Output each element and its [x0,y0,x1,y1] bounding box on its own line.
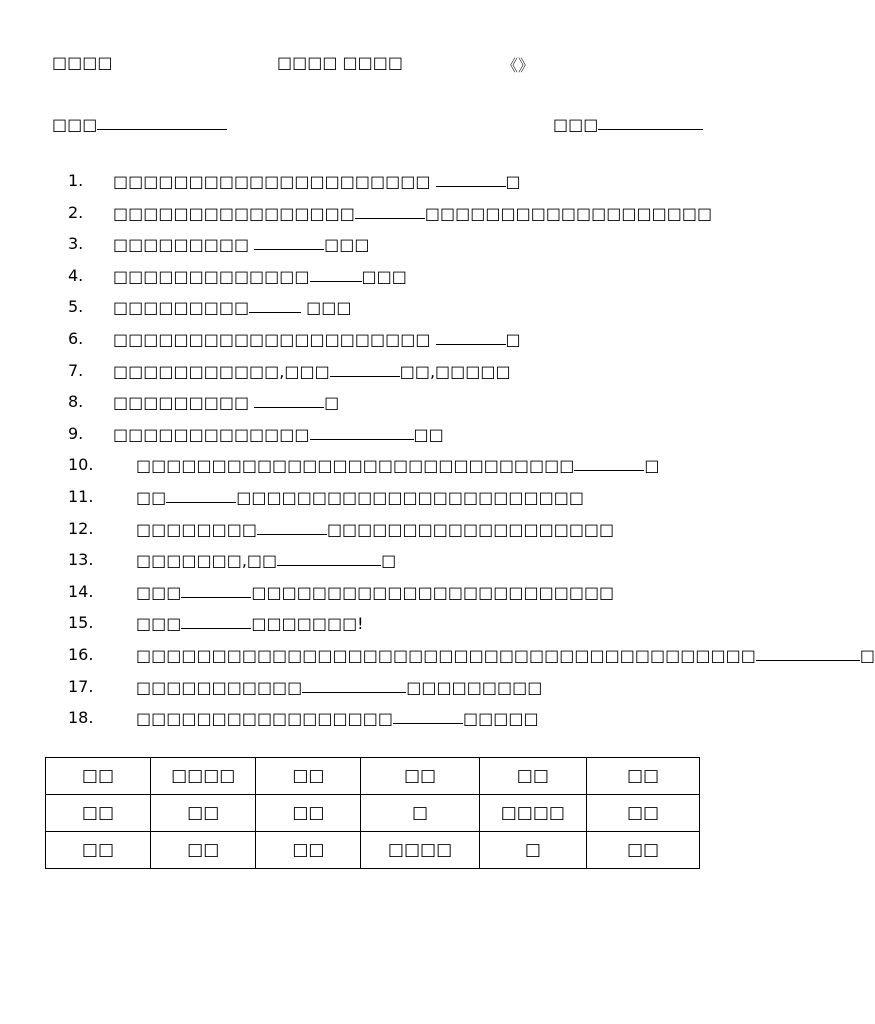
question-text-before: □□□□□□□□□□□□□□□□□□□□□□□□□□□□□ [136,456,575,476]
question-text [113,264,407,289]
word-bank-cell: □□ [256,758,361,795]
answer-blank[interactable] [277,548,381,566]
question-number: 16. [68,644,94,664]
word-bank-cell: □□ [256,795,361,832]
question-text-after: □ [505,172,521,191]
question-text-before: □□□□□□□□□□□□□□□□□ [136,709,393,729]
question-text-after: □□□□□ [463,709,539,729]
question-text [113,359,511,384]
question-number: 15. [68,613,94,633]
question-text-before: □□□□□□□□□ [113,393,255,413]
score-field-label: □□□ [553,115,599,134]
answer-blank[interactable] [181,580,251,598]
question-text-before: □□□□□□□□□□□□□ [113,424,310,444]
header-left: □□□□ [52,53,113,72]
word-bank-cell: □□ [587,795,700,832]
question-text [136,611,364,636]
question-number: 13. [68,550,94,570]
question-text-after: □□□□□□□□□□□□□□□□□□□□□□□ [236,487,584,507]
answer-blank[interactable] [302,675,406,693]
word-bank-cell: □□ [256,832,361,869]
answer-blank[interactable] [756,643,860,661]
word-bank-cell: □□□□ [150,758,255,795]
question-number: 14. [68,581,94,601]
question-item [0,232,768,264]
score-field[interactable] [553,112,703,134]
question-item [0,517,768,549]
header-right: 《》 [502,56,535,75]
word-bank-cell: □□ [587,758,700,795]
answer-blank[interactable] [436,169,506,187]
question-text-before: □□□□□□□,□□ [136,551,278,571]
question-item [0,643,875,675]
answer-blank[interactable] [254,232,324,250]
question-number: 3. [68,234,84,254]
question-text [113,327,521,352]
question-number: 1. [68,171,84,190]
question-text-after: □ [859,645,875,665]
word-bank-cell: □□□□ [361,832,479,869]
word-bank-cell: □□ [361,758,479,795]
word-bank-cell: □□ [150,795,255,832]
name-field[interactable] [52,112,227,134]
question-text [113,232,370,257]
question-text [136,706,539,731]
word-bank-row [46,758,700,795]
question-text [113,295,352,320]
question-text-before: □□□□□□□□□□□□□□□□□□□□□ [113,172,436,191]
question-text-before: □□ [136,487,167,507]
question-number: 18. [68,708,94,728]
question-item [0,169,768,201]
question-number: 6. [68,328,84,348]
question-item [0,359,768,391]
question-text-after: □□□ [361,266,407,286]
question-item [0,548,768,580]
score-field-line[interactable] [598,112,703,130]
question-text-after: □□□□□□□□□ [406,677,543,697]
word-bank-cell: □□ [46,832,151,869]
question-number: 2. [68,202,84,222]
word-bank-cell: □ [479,832,586,869]
answer-blank[interactable] [574,453,644,471]
answer-blank[interactable] [355,201,425,219]
question-text [136,453,660,478]
question-text-before: □□□□□□□□□□□ [136,677,303,697]
question-text-before: □□□□□□□□□ [113,298,250,318]
question-text-after: □ [644,456,660,476]
question-item [0,422,768,454]
question-item [0,611,768,643]
question-text-before: □□□ [136,614,182,634]
question-text-before: □□□□□□□□ [136,519,257,539]
question-text-before: □□□ [136,582,182,602]
question-item [0,675,768,707]
question-item [0,390,768,422]
question-text-after: □□□□□□□□□□□□□□□□□□□ [424,203,713,223]
question-number: 11. [68,486,94,506]
answer-blank[interactable] [310,422,414,440]
question-text [136,548,396,573]
question-number: 9. [68,423,84,443]
question-item [0,295,768,327]
question-text-after: □ [505,329,521,349]
answer-blank[interactable] [436,327,506,345]
question-text [113,169,521,194]
question-number: 10. [68,455,94,475]
word-bank-row [46,832,700,869]
question-text-before: □□□□□□□□□ [113,235,255,255]
word-bank-cell: □□ [46,795,151,832]
answer-blank[interactable] [181,611,251,629]
question-number: 12. [68,518,94,538]
answer-blank[interactable] [310,264,362,282]
question-text-after: □ [381,551,397,571]
question-text [136,675,542,700]
question-number: 17. [68,676,94,696]
name-field-label: □□□ [52,115,98,134]
question-item [0,327,768,359]
question-item [0,580,768,612]
question-number: 4. [68,265,84,285]
question-text-before: □□□□□□□□□□□□□□□□□□□□□ [113,329,436,349]
question-item [0,201,768,233]
question-text-after: □□□ [324,235,370,255]
header-center: □□□□ □□□□ [277,53,404,72]
question-text-after: □□□□□□□□□□□□□□□□□□□□□□□□ [251,582,615,602]
question-text-before: □□□□□□□□□□□□□□□□ [113,203,355,223]
word-bank-cell: □□ [150,832,255,869]
answer-blank[interactable] [330,359,400,377]
question-text [136,643,875,668]
question-text [136,517,614,542]
question-text-after: □ [324,393,340,413]
question-text-after: □□,□□□□□ [399,361,511,381]
word-bank-row [46,795,700,832]
question-text [136,485,584,510]
word-bank-cell: □□ [479,758,586,795]
word-bank-table [45,757,700,869]
name-field-line[interactable] [97,112,227,130]
question-text-before: □□□□□□□□□□□,□□□ [113,361,330,381]
word-bank-cell: □□ [46,758,151,795]
question-item [0,485,768,517]
question-text-after: □□□□□□□□□□□□□□□□□□□ [326,519,615,539]
question-item [0,706,768,738]
question-text-after: □□□ [301,298,352,318]
question-item [0,264,768,296]
question-text [136,580,614,605]
question-number: 7. [68,360,84,380]
word-bank-cell: □□□□ [479,795,586,832]
answer-blank[interactable] [254,390,324,408]
question-item [0,453,768,485]
question-number: 5. [68,297,84,317]
question-text-before: □□□□□□□□□□□□□ [113,266,310,286]
question-text [113,422,444,447]
question-text-before: □□□□□□□□□□□□□□□□□□□□□□□□□□□□□□□□□□□□□□□□□ [136,645,756,665]
question-text [113,201,712,226]
answer-blank[interactable] [249,295,301,313]
question-text-after: □□ [413,424,444,444]
question-list [0,169,875,738]
word-bank-cell: □□ [587,832,700,869]
question-text-after: □□□□□□□! [251,614,364,634]
question-text [113,390,339,415]
question-number: 8. [68,392,84,412]
answer-blank[interactable] [166,485,236,503]
word-bank-cell: □ [361,795,479,832]
answer-blank[interactable] [257,517,327,535]
answer-blank[interactable] [393,706,463,724]
